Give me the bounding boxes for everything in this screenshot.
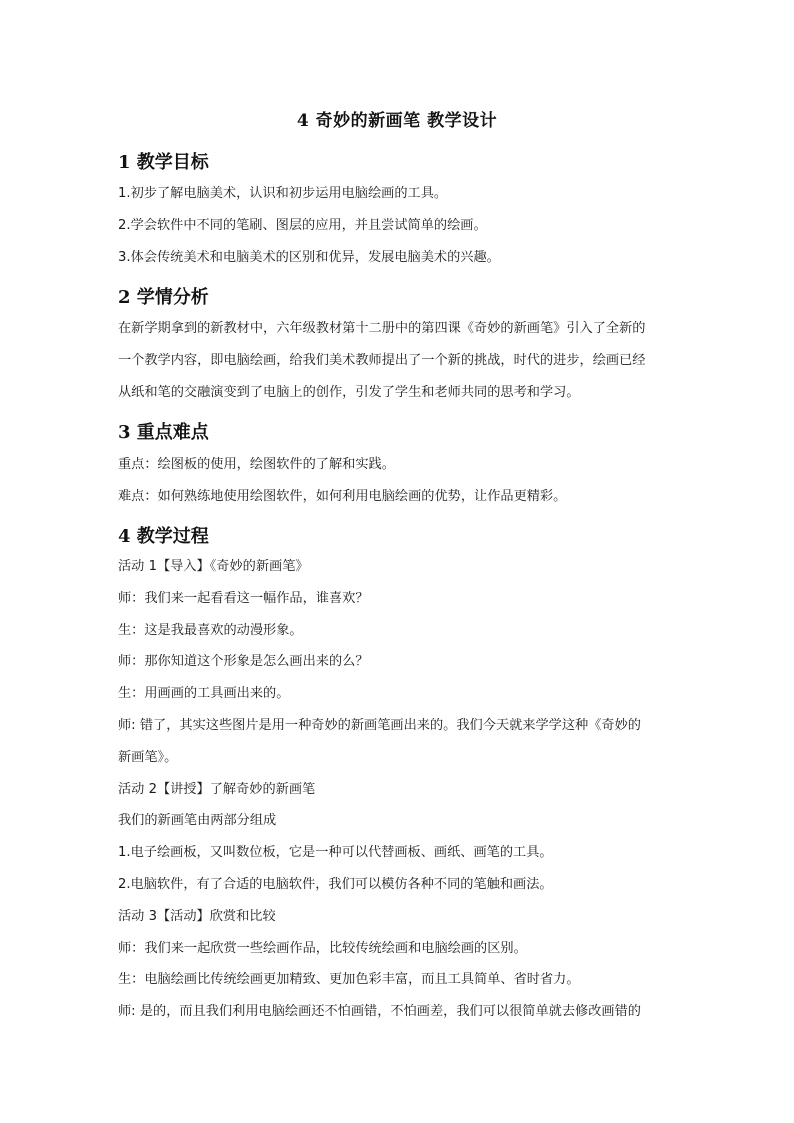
paragraph-line: 活动 3【活动】欣赏和比较 [118, 908, 276, 924]
section-body-analysis [118, 313, 680, 408]
paragraph-line: 1.电子绘画板，又叫数位板，它是一种可以代替画板、画纸、画笔的工具。 [118, 845, 553, 861]
paragraph-line: 师：我们来一起欣赏一些绘画作品，比较传统绘画和电脑绘画的区别。 [118, 940, 527, 956]
paragraph-line: 重点：绘图板的使用，绘图软件的了解和实践。 [118, 457, 395, 472]
paragraph-line: 活动 2【讲授】了解奇妙的新画笔 [118, 781, 316, 797]
paragraph-line: 从纸和笔的交融演变到了电脑上的创作，引发了学生和老师共同的思考和学习。 [118, 384, 580, 400]
paragraph-line: 活动 1【导入】《奇妙的新画笔》 [118, 559, 309, 574]
paragraph-line: 一个教学内容，即电脑绘画，给我们美术教师提出了一个新的挑战，时代的进步，绘画已经 [118, 352, 646, 368]
section-heading-analysis: 2 学情分析 [118, 287, 209, 308]
document-title: 4 奇妙的新画笔 教学设计 [296, 111, 498, 131]
paragraph-line: 难点：如何熟练地使用绘图软件，如何利用电脑绘画的优势，让作品更精彩。 [118, 488, 567, 504]
paragraph-line: 3.体会传统美术和电脑美术的区别和优异，发展电脑美术的兴趣。 [118, 249, 500, 265]
paragraph-line: 生：电脑绘画比传统绘画更加精致、更加色彩丰富，而且工具简单、省时省力。 [118, 972, 580, 988]
paragraph-line: 师：我们来一起看看这一幅作品，谁喜欢？ [118, 590, 369, 606]
section-heading-key-points: 3 重点难点 [118, 422, 209, 443]
paragraph-line: 2.电脑软件，有了合适的电脑软件，我们可以模仿各种不同的笔触和画法。 [118, 876, 553, 892]
paragraph-line: 生：这是我最喜欢的动漫形象。 [118, 622, 303, 638]
paragraph-line: 我们的新画笔由两部分组成 [118, 813, 277, 829]
paragraph-line: 师: 错了，其实这些图片是用一种奇妙的新画笔画出来的。我们今天就来学学这种《奇妙的 [118, 717, 641, 733]
paragraph-line: 生：用画画的工具画出来的。 [118, 686, 290, 702]
paragraph-line: 新画笔》。 [118, 749, 178, 765]
section-heading-objectives: 1 教学目标 [118, 152, 209, 173]
paragraph-line: 师: 是的，而且我们利用电脑绘画还不怕画错，不怕画差，我们可以很简单就去修改画错的 [118, 1004, 641, 1020]
section-heading-process: 4 教学过程 [118, 526, 209, 547]
section-body-objectives [118, 178, 680, 273]
paragraph-line: 在新学期拿到的新教材中，六年级教材第十二册中的第四课《奇妙的新画笔》引入了全新的 [118, 321, 646, 336]
paragraph-line: 师：那你知道这个形象是怎么画出来的么？ [118, 654, 369, 670]
paragraph-line: 1.初步了解电脑美术，认识和初步运用电脑绘画的工具。 [118, 186, 448, 201]
section-body-key-points [118, 449, 680, 513]
section-body-process [118, 551, 680, 1028]
paragraph-line: 2.学会软件中不同的笔刷、图层的应用，并且尝试简单的绘画。 [118, 217, 487, 233]
